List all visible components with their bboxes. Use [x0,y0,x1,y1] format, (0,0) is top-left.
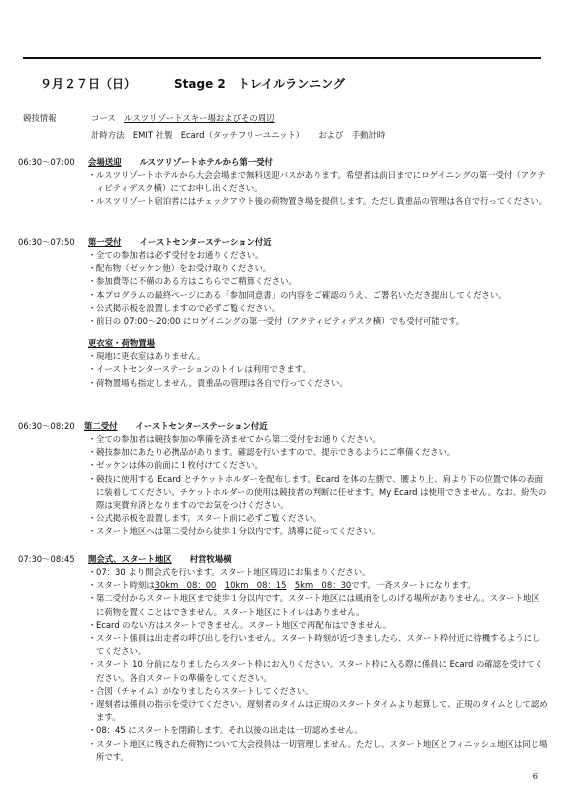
section-time: 06:30～07:50 [18,237,75,247]
list-item: ・ ルスツリゾート宿泊者にはチェックアウト後の荷物置き場を提供します。ただし貴重品の管理は各自で行ってください。 [88,195,548,208]
list-item: ・ 全ての参加者は必ず受付をお通りください。 [88,249,548,262]
course-value: ルスツリゾートスキー場およびその周辺 [124,113,275,123]
list-item: ・ 公式掲示板を設置します。スタート前に必ずご覧ください。 [88,512,548,525]
list-item: ・ スタート地区に残された荷物について大会役員は一切管理しません。ただし、スタート地区とフィニッシュ地区は同じ場所です。 [88,738,548,764]
section-list [18,249,548,328]
section-opening-start [18,553,548,764]
section-name: 第一受付 [88,237,122,247]
list-item: ・ 配布物（ゼッケン他）をお受け取りください。 [88,262,548,275]
start-time-5km: 5km 08：30 [294,580,352,591]
and-label: および [318,130,344,140]
section-list [18,433,548,539]
list-item: ・ 07：30 より開会式を行います。スタート地区周辺にお集まりください。 [88,566,548,579]
list-item: ・ 前日の 07:00～20:00 にロゲイニングの第一受付（アクティビティデスク横）でも受付可能です。 [88,315,548,328]
list-item: ・ 参加費等に不備のある方はこちらでご精算ください。 [88,275,548,288]
list-item: ・ 競技参加にあたり必携品があります。確認を行いますので、提示できるようにご準備ください。 [88,446,548,459]
list-item: ・ スタート地区へは第二受付から徒歩１分以内です。誘導に従ってください。 [88,525,548,538]
section-header [18,420,548,433]
list-item: ・ 現地に更衣室はありません。 [88,350,548,363]
start-suffix: です。一斉スタートになります。 [351,580,476,591]
list-item: ・ スタート 10 分前になりましたらスタート枠にお入りください。スタート枠に入る際に係員に Ecard の確認を受けてください。各自スタートの準備をしてください。 [88,658,548,684]
list-item: ・ ルスツリゾートホテルから大会会場まで無料送迎バスがあります。希望者は前日までにロゲイニングの第一受付（アクティビティデスク横）にてお申し出ください。 [88,169,548,195]
stage-title: Stage 2 トレイルランニング [174,77,345,91]
section-name: 会場送迎 [88,157,122,167]
manual-timing: 手動計時 [351,130,386,140]
section-location: 村営牧場横 [189,554,232,564]
list-item: ・ スタート係員は出走者の呼び出しを行いません。スタート時刻が近づきましたら、スタート枠付近に待機するようにしてください。 [88,632,548,658]
section-list [18,169,548,209]
info-label: 競技情報 [23,113,57,123]
start-time-30km: 30km 08：00 [154,580,217,591]
section-location: ルスツリゾートホテルから第一受付 [139,157,273,167]
section-first-reception [18,236,548,390]
start-times-item [88,579,548,592]
day-date: ９月２７日（日） [40,77,137,91]
list-item: ・ 08：45 にスタートを閉鎖します。それ以後の出走は一切認めません。 [88,724,548,737]
start-prefix: スタート時刻は [96,580,155,591]
section-location: イーストセンターステーション付近 [139,237,272,247]
list-item: ・ Ecard のない方はスタートできません。スタート地区で再配布はできません。 [88,619,548,632]
section-name: 開会式、スタート地区 [88,554,172,564]
section-location: イーストセンターステーション付近 [135,421,268,431]
section-header [18,156,548,169]
section-name: 第二受付 [84,421,118,431]
list-item: ・ 第二受付からスタート地区まで徒歩１分以内です。スタート地区には風雨をしのげる場所がありません。スタート地区に荷物を置くことはできません。スタート地区にトイレはありません。 [88,592,548,618]
section-time: 06:30～08:20 [18,421,75,431]
subsection-list [18,350,548,390]
section-list [18,566,548,764]
timing-value: EMIT 社製 Ecard（タッチフリーユニット） [132,130,305,140]
header-rule [23,57,541,59]
list-item: ・ 公式掲示板を設置しますので必ずご覧ください。 [88,302,548,315]
section-shuttle [18,156,548,209]
list-item: ・ 荷物置場も指定しません。貴重品の管理は各自で行ってください。 [88,377,548,390]
section-second-reception [18,420,548,539]
list-item: ・ ゼッケンは体の前面に１枚付けてください。 [88,459,548,472]
list-item: ・ 全ての参加者は競技参加の準備を済ませてから第二受付をお通りください。 [88,433,548,446]
info-timing-row [23,127,385,144]
section-time: 06:30～07:00 [18,157,75,167]
list-item: ・ 本プログラムの最終ページにある「参加同意書」の内容をご確認のうえ、ご署名いただき提出してください。 [88,289,548,302]
course-label: コース [91,113,116,123]
list-item: ・ 合図（チャイム）がなりましたらスタートしてください。 [88,685,548,698]
competition-info [23,110,385,144]
subsection-title: 更衣室・荷物置場 [88,338,155,349]
section-header [18,236,548,249]
list-item: ・ 遅刻者は係員の指示を受けてください。遅刻者のタイムは正規のスタートタイムより起算して、正規のタイムとして認めます。 [88,698,548,724]
timing-label: 計時方法 [91,130,125,140]
page-number: 6 [532,772,538,782]
day-title [40,75,345,92]
list-item: ・ 競技に使用する Ecard とチケットホルダーを配布します。Ecard を体の左側で、腰より上、肩より下の位置で体の表面に装着してください。チケットホルダーの使用は競技者の判断に任せます。My Ecard は使用できません。なお、紛失の際は実費弁済となりますのでお気をつけください。 [88,473,548,513]
section-header [18,553,548,566]
list-item: ・ イーストセンターステーションのトイレは利用できます。 [88,363,548,376]
section-time: 07:30～08:45 [18,554,75,564]
start-time-10km: 10km 08：15 [224,580,287,591]
info-course-row [23,110,385,127]
